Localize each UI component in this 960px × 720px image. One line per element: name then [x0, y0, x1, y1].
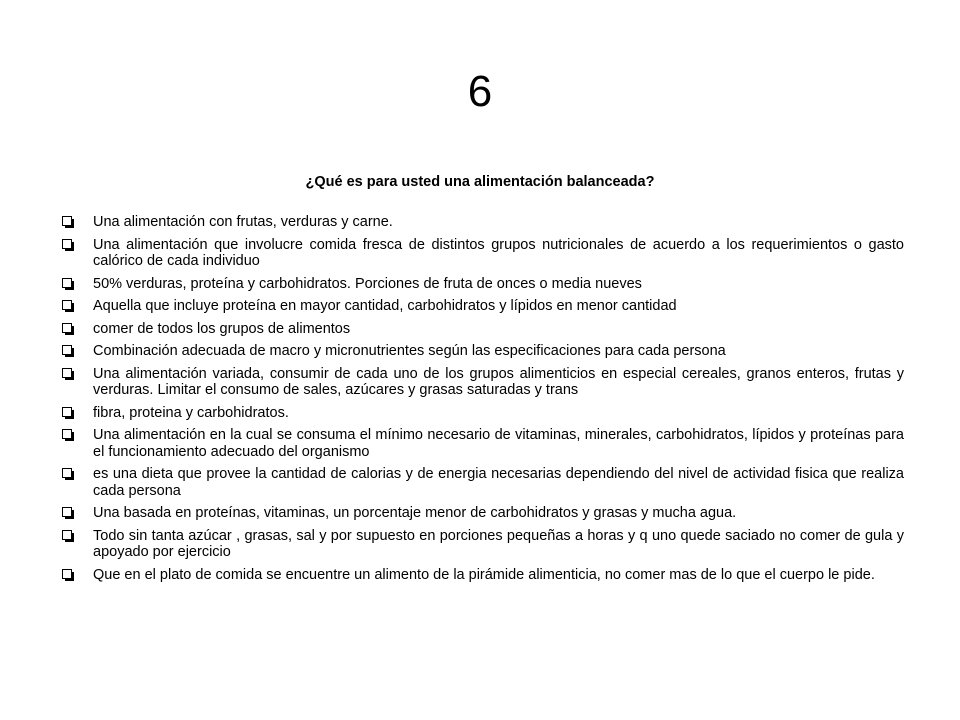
answer-text: Todo sin tanta azúcar , grasas, sal y por supuesto en porciones pequeñas a horas y q uno quede saciado no comer de gula y apoyado por ejercicio: [93, 527, 904, 560]
checkbox-bullet-icon: [62, 569, 72, 579]
checkbox-bullet-icon: [62, 468, 72, 478]
checkbox-bullet-icon: [62, 216, 72, 226]
answer-text: Combinación adecuada de macro y micronutrientes según las especificaciones para cada persona: [93, 343, 726, 359]
answer-item: [62, 405, 904, 422]
answer-item: [62, 343, 904, 360]
checkbox-bullet-icon: [62, 323, 72, 333]
slide-title: 6: [467, 67, 493, 116]
answer-item: [62, 214, 904, 231]
answer-item: [62, 567, 904, 584]
answer-text: es una dieta que provee la cantidad de calorias y de energia necesarias dependiendo del nivel de actividad fisica que realiza cada persona: [93, 466, 904, 499]
answer-item: [62, 528, 904, 561]
answer-list: [62, 214, 904, 589]
checkbox-bullet-icon: [62, 407, 72, 417]
answer-item: [62, 237, 904, 270]
answer-text: Una alimentación variada, consumir de cada uno de los grupos alimenticios en especial cereales, granos enteros, frutas y verduras. Limitar el consumo de sales, azúcares y grasas saturadas y trans: [93, 365, 904, 398]
checkbox-bullet-icon: [62, 429, 72, 439]
answer-text: Una alimentación con frutas, verduras y carne.: [93, 214, 393, 230]
checkbox-bullet-icon: [62, 530, 72, 540]
answer-item: [62, 505, 904, 522]
checkbox-bullet-icon: [62, 345, 72, 355]
checkbox-bullet-icon: [62, 507, 72, 517]
checkbox-bullet-icon: [62, 278, 72, 288]
answer-text: Una alimentación que involucre comida fresca de distintos grupos nutricionales de acuerdo a los requerimientos o gasto calórico de cada individuo: [93, 236, 904, 269]
answer-text: fibra, proteina y carbohidratos.: [93, 404, 289, 421]
answer-item: [62, 366, 904, 399]
answer-text: Una alimentación en la cual se consuma el mínimo necesario de vitaminas, minerales, carbohidratos, lípidos y proteínas para el funcionamiento adecuado del organismo: [93, 427, 904, 460]
answer-item: [62, 276, 904, 293]
checkbox-bullet-icon: [62, 239, 72, 249]
answer-item: [62, 298, 904, 315]
answer-item: [62, 321, 904, 338]
checkbox-bullet-icon: [62, 300, 72, 310]
answer-text: Una basada en proteínas, vitaminas, un porcentaje menor de carbohidratos y grasas y mucha agua.: [93, 505, 737, 521]
checkbox-bullet-icon: [62, 368, 72, 378]
question-heading: ¿Qué es para usted una alimentación balanceada?: [305, 174, 655, 190]
answer-item: [62, 427, 904, 460]
answer-text: Aquella que incluye proteína en mayor cantidad, carbohidratos y lípidos en menor cantidad: [93, 298, 677, 314]
answer-text: Que en el plato de comida se encuentre un alimento de la pirámide alimenticia, no comer mas de lo que el cuerpo le pide.: [93, 566, 875, 583]
answer-text: 50% verduras, proteína y carbohidratos. Porciones de fruta de onces o media nueves: [93, 275, 642, 292]
answer-text: comer de todos los grupos de alimentos: [93, 320, 351, 337]
answer-item: [62, 466, 904, 499]
